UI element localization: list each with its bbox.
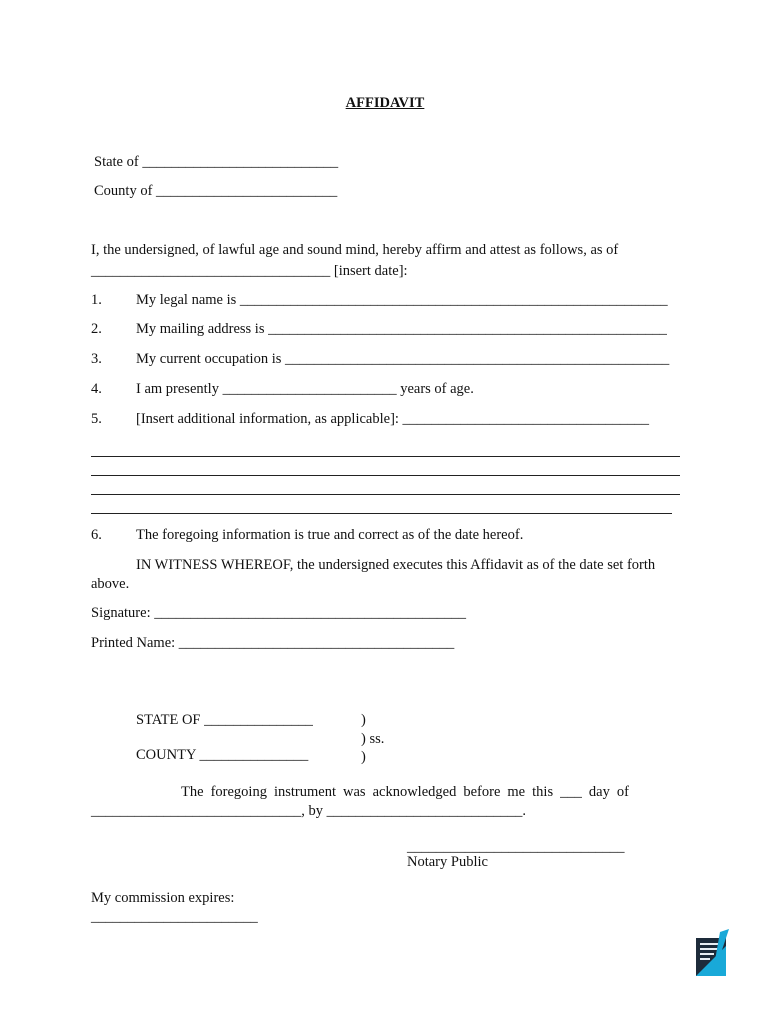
witness-line-2: above. xyxy=(91,576,130,592)
item-4-text: I am presently ________________________ years of age. xyxy=(136,381,474,397)
item-1-number: 1. xyxy=(91,292,102,308)
item-2-text: My mailing address is _______________________________________________________ xyxy=(136,321,667,337)
notary-county-line: COUNTY _______________ xyxy=(136,747,309,763)
state-of-line: State of ___________________________ xyxy=(94,154,339,170)
blank-line-1 xyxy=(91,456,680,457)
item-6-number: 6. xyxy=(91,527,102,543)
item-2-number: 2. xyxy=(91,321,102,337)
notary-state-line: STATE OF _______________ xyxy=(136,712,313,728)
item-5-number: 5. xyxy=(91,411,102,427)
intro-line-1: I, the undersigned, of lawful age and sound mind, hereby affirm and attest as follows, as of xyxy=(91,242,619,258)
item-3-number: 3. xyxy=(91,351,102,367)
commission-expires-label: My commission expires: xyxy=(91,890,235,906)
commission-expires-line: _______________________ xyxy=(91,909,258,925)
item-1-text: My legal name is ___________________________________________________________ xyxy=(136,292,668,308)
notary-paren-1: ) xyxy=(361,712,366,728)
county-of-line: County of _________________________ xyxy=(94,183,338,199)
blank-line-2 xyxy=(91,475,680,476)
intro-line-2: _________________________________ [insert date]: xyxy=(91,263,408,279)
document-title: AFFIDAVIT xyxy=(345,95,425,111)
notary-signature-line: ______________________________ xyxy=(407,839,625,855)
notary-paren-ss: ) ss. xyxy=(361,731,385,747)
acknowledgment-line-1: The foregoing instrument was acknowledged before me this ___ day of xyxy=(181,784,629,800)
item-5-text: [Insert additional information, as applicable]: __________________________________ xyxy=(136,411,650,427)
notary-public-label: Notary Public xyxy=(407,854,488,870)
item-3-text: My current occupation is _____________________________________________________ xyxy=(136,351,670,367)
blank-line-3 xyxy=(91,494,680,495)
signature-line: Signature: ___________________________________________ xyxy=(91,605,466,621)
item-6-text: The foregoing information is true and correct as of the date hereof. xyxy=(136,527,524,543)
witness-line-1: IN WITNESS WHEREOF, the undersigned executes this Affidavit as of the date set forth xyxy=(136,557,656,573)
notary-paren-3: ) xyxy=(361,749,366,765)
printed-name-line: Printed Name: ______________________________________ xyxy=(91,635,455,651)
acknowledgment-line-2: _____________________________, by ___________________________. xyxy=(91,803,526,819)
blank-line-4 xyxy=(91,513,672,514)
item-4-number: 4. xyxy=(91,381,102,397)
document-logo-icon xyxy=(694,928,730,980)
